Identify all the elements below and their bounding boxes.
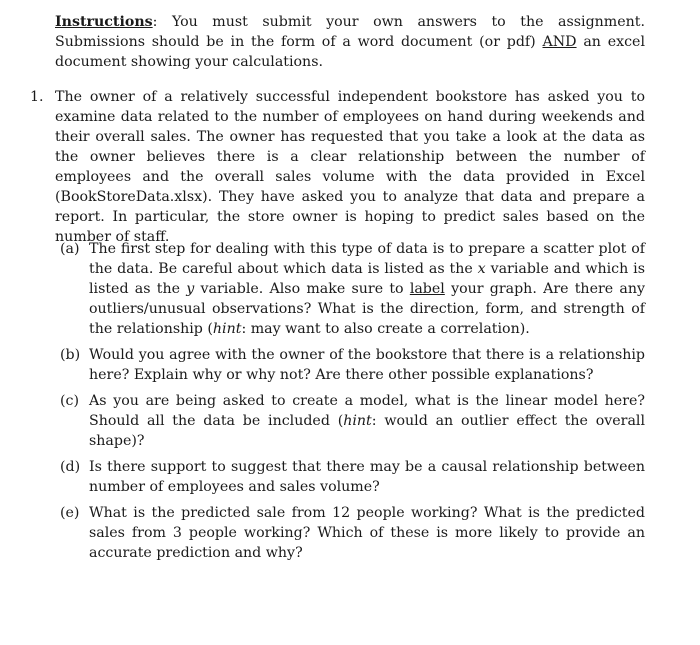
instructions-heading: Instructions xyxy=(55,14,153,30)
instructions-paragraph xyxy=(55,12,645,72)
question-body: The owner of a relatively successful independent bookstore has asked you to examine data related to the number of employees on hand during weekends and their overall sales. The owner has requested that you take a look at the data as the owner believes there is a clear relationship between the number of employees and the overall sales volume with the data provided in Excel (BookStoreData.xlsx). They have asked you to analyze that data and prepare a report. In particular, the store owner is hoping to predict sales based on the number of staff. xyxy=(55,89,645,245)
hint-word: hint xyxy=(212,321,242,337)
subquestion-text: Would you agree with the owner of the bookstore that there is a relationship here? Explain why or why not? Are there other possible explanations? xyxy=(89,347,645,383)
subquestion-e xyxy=(60,503,645,563)
question-1 xyxy=(30,87,645,247)
subquestion-text xyxy=(89,391,645,451)
subquestion-c xyxy=(60,391,645,451)
subquestion-d xyxy=(60,457,645,497)
x-variable: x xyxy=(477,261,486,277)
question-number: 1. xyxy=(30,89,44,105)
subquestions-list xyxy=(60,239,645,569)
part-a-text-5: : may want to also create a correlation). xyxy=(241,321,530,337)
subquestion-text xyxy=(89,239,645,339)
subquestion-label: (d) xyxy=(60,459,81,475)
part-c-text-2: : would an outlier effect the overall shape)? xyxy=(89,413,645,449)
part-a-text-2: variable and which is listed as the xyxy=(89,261,645,297)
part-a-text-3: variable. Also make sure to xyxy=(194,281,410,297)
part-a-text-4: your graph. Are there any outliers/unusual observations? What is the direction, form, and strength of the relationship ( xyxy=(89,281,645,337)
y-variable: y xyxy=(186,281,195,297)
subquestion-label: (c) xyxy=(60,393,80,409)
subquestion-label: (e) xyxy=(60,505,80,521)
instructions-and: AND xyxy=(542,34,577,50)
part-a-text-1: The first step for dealing with this type of data is to prepare a scatter plot of the data. Be careful about which data is listed as the xyxy=(89,241,645,277)
subquestion-a xyxy=(60,239,645,339)
subquestion-label: (b) xyxy=(60,347,81,363)
part-c-text-1: As you are being asked to create a model, what is the linear model here? Should all the data be included ( xyxy=(89,393,645,429)
hint-word: hint xyxy=(343,413,372,429)
subquestion-text: Is there support to suggest that there may be a causal relationship between number of employees and sales volume? xyxy=(89,459,645,495)
instructions-text-a: : You must submit your own answers to the assignment. Submissions should be in the form of a word document (or pdf) xyxy=(55,14,645,50)
subquestion-text: What is the predicted sale from 12 people working? What is the predicted sales from 3 people working? Which of these is more likely to provide an accurate prediction and why? xyxy=(89,505,645,561)
instructions-text-b: an excel document showing your calculations. xyxy=(55,34,645,70)
subquestion-label: (a) xyxy=(60,241,80,257)
subquestion-b xyxy=(60,345,645,385)
label-word: label xyxy=(409,281,445,297)
